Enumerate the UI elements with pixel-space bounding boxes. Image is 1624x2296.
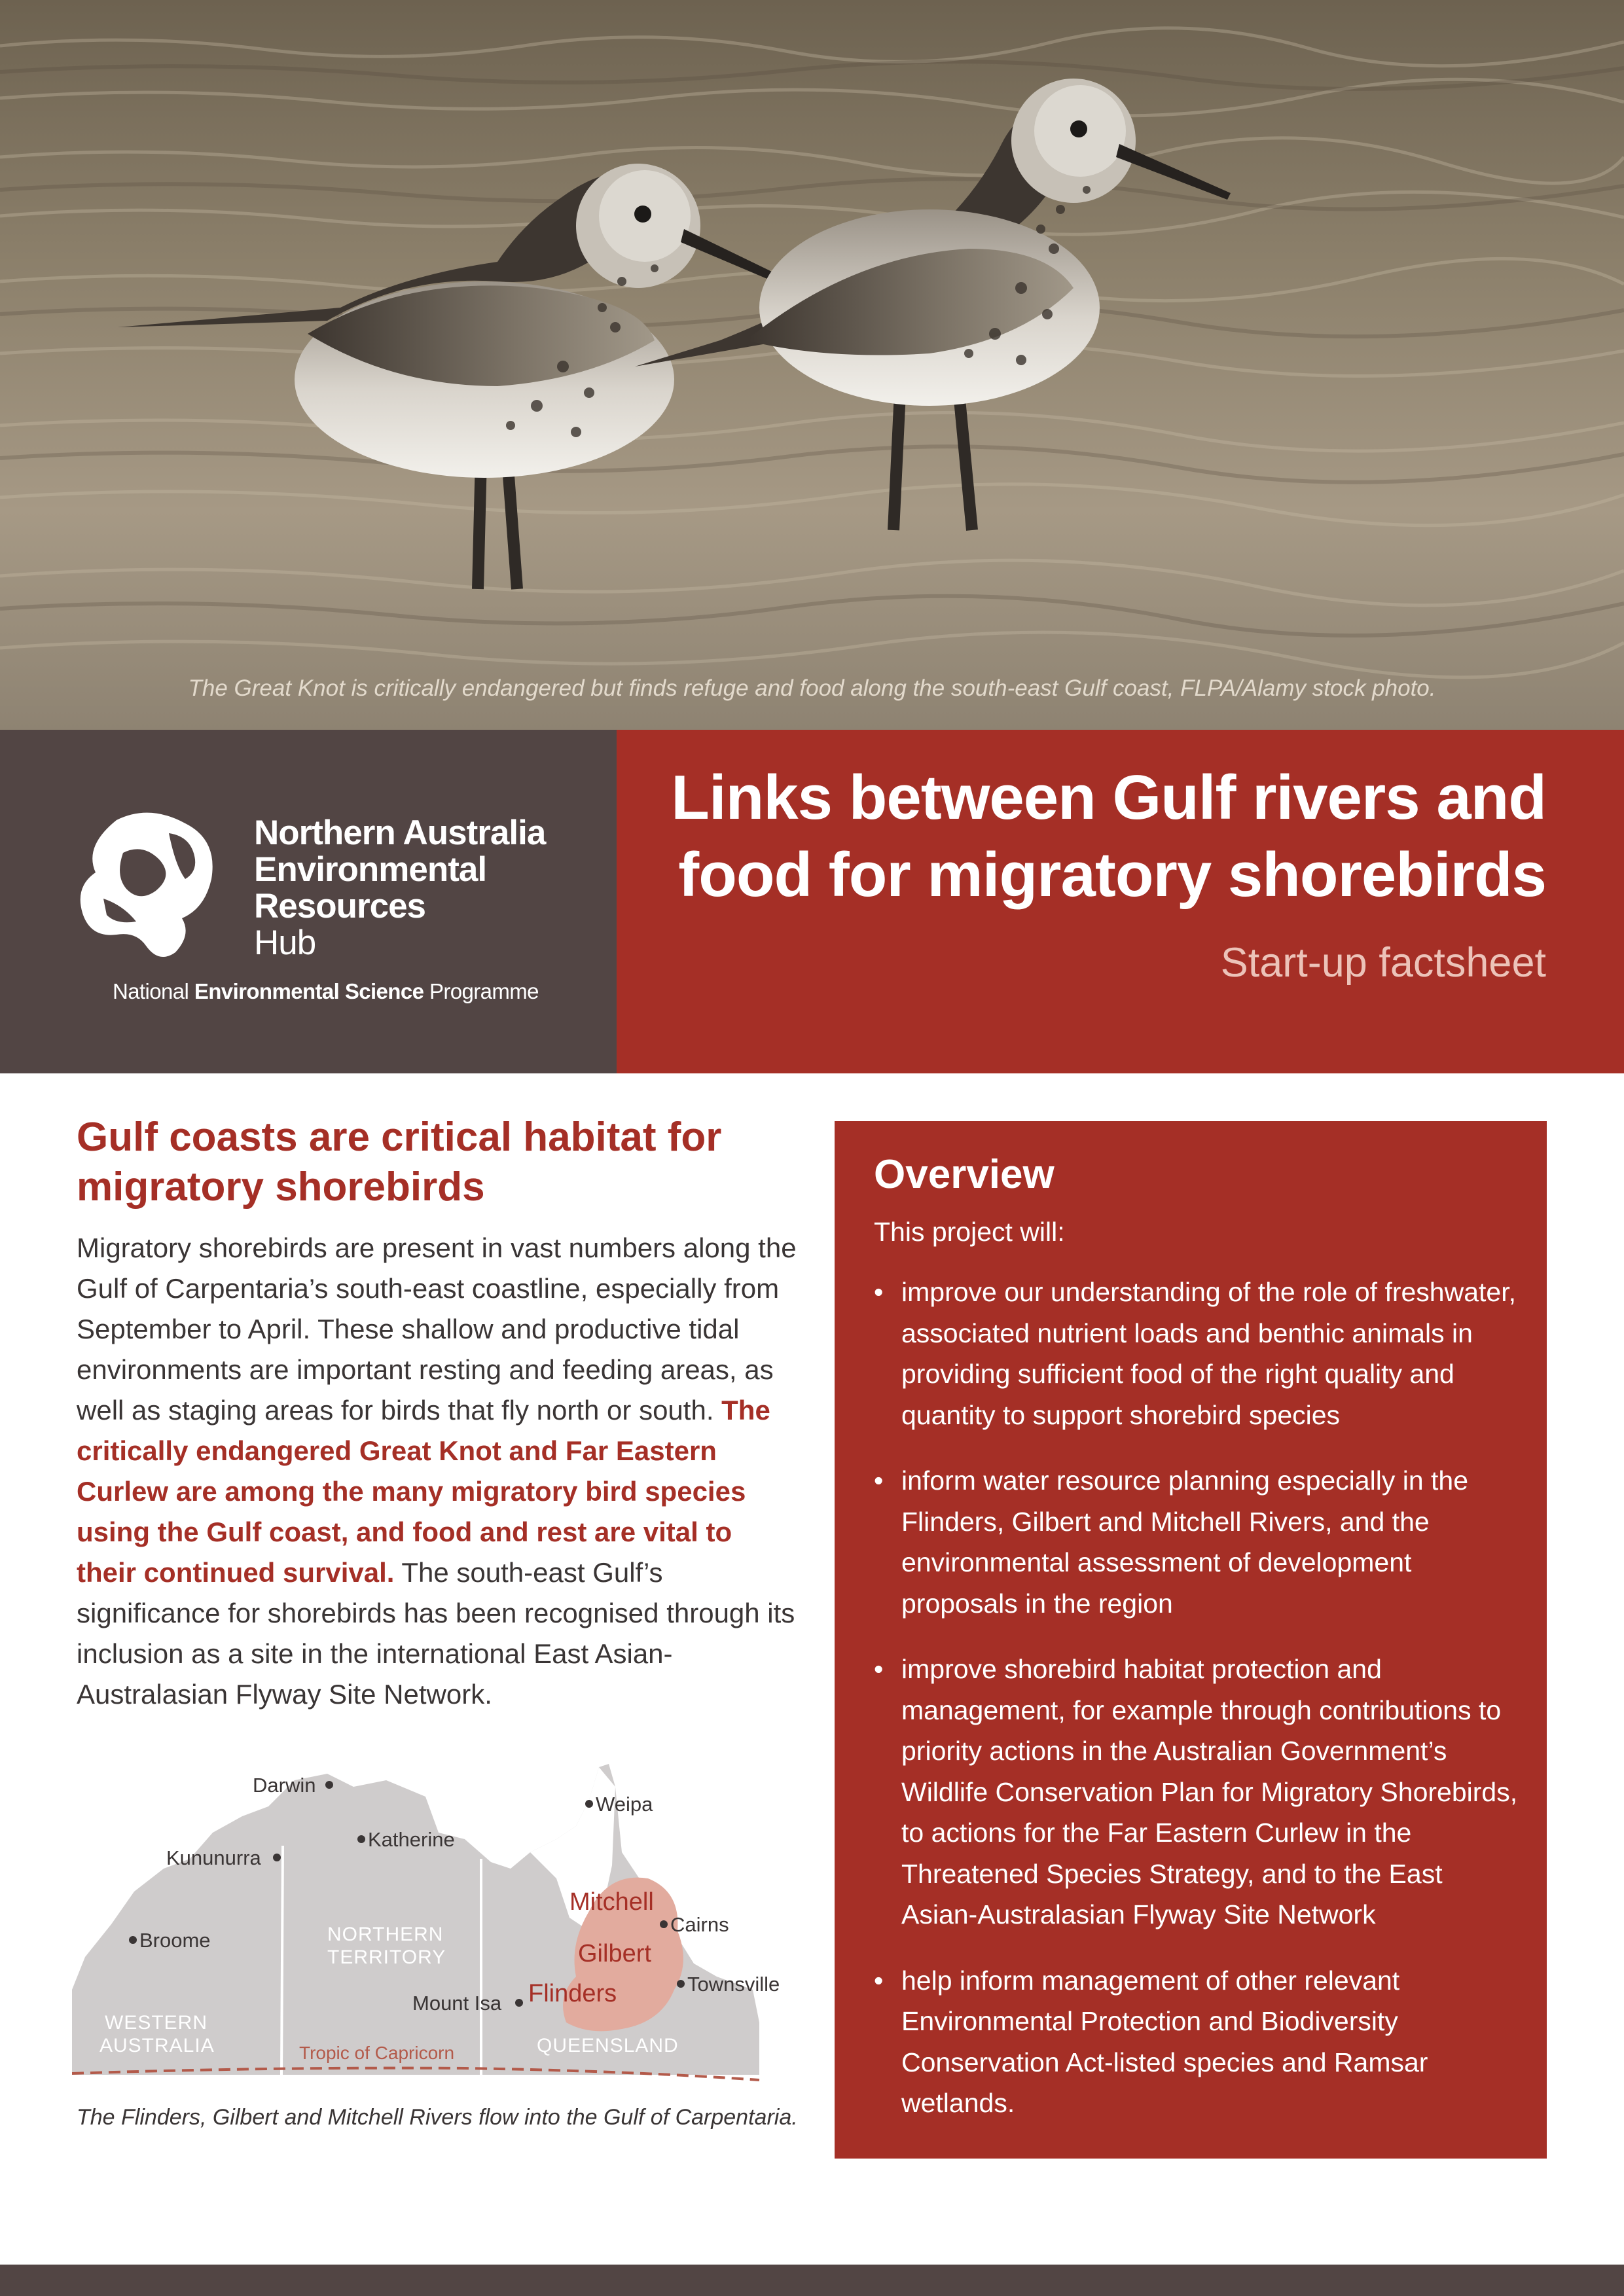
- map-label-broome: Broome: [139, 1929, 211, 1952]
- map-tropic-label: Tropic of Capricorn: [299, 2043, 455, 2063]
- map-region-nt-1: NORTHERN: [327, 1924, 444, 1945]
- map-dot-kununurra: [273, 1854, 281, 1861]
- footer-bar: [0, 2265, 1624, 2296]
- overview-item-text: inform water resource planning especially in the Flinders, Gilbert and Mitchell Rivers, and the environmental assessment of development proposals in the region: [901, 1465, 1469, 1619]
- map-dot-darwin: [325, 1781, 333, 1789]
- bullet-icon: •: [874, 1277, 884, 1307]
- page-subtitle: Start-up factsheet: [1220, 940, 1546, 986]
- hub-name: [254, 815, 545, 961]
- map-label-weipa: Weipa: [596, 1793, 653, 1816]
- overview-item: [874, 1460, 1522, 1624]
- overview-intro: This project will:: [874, 1217, 1065, 1247]
- overview-item: [874, 1649, 1522, 1935]
- page-title-line1: Links between Gulf rivers and: [671, 762, 1546, 833]
- hub-name-line4: Hub: [254, 924, 316, 962]
- section-heading: [77, 1113, 803, 1212]
- program-name-pre: National: [113, 979, 194, 1003]
- map-dot-cairns: [660, 1920, 668, 1928]
- section-heading-line1: Gulf coasts are critical habitat for: [77, 1115, 722, 1160]
- map-label-townsville: Townsville: [687, 1973, 780, 1996]
- hub-name-line2: Environmental: [254, 850, 487, 889]
- overview-item-text: improve shorebird habitat protection and management, for example through contributions to priority actions in the Australian Government’s Wildlife Conservation Plan for Migratory Shorebirds, to actions for the Far Eastern Curlew in the Threatened Species Strategy, and to the East Asian-Australasian Flyway Site Network: [901, 1654, 1518, 1929]
- map-region-qld: QUEENSLAND: [537, 2035, 679, 2056]
- hub-name-line1: Northern Australia: [254, 814, 546, 852]
- body-text-part2: The south-east Gulf’s significance for shorebirds has been recognised through its inclusion as a site in the international East Asian-Australasian Flyway Site Network.: [77, 1557, 795, 1710]
- map-caption: The Flinders, Gilbert and Mitchell Rivers flow into the Gulf of Carpentaria.: [77, 2105, 798, 2130]
- hub-name-line3: Resources: [254, 887, 426, 925]
- bullet-icon: •: [874, 1465, 884, 1496]
- program-name-post: Programme: [424, 979, 539, 1003]
- map-label-cairns: Cairns: [670, 1913, 729, 1936]
- overview-box: [835, 1121, 1547, 2159]
- overview-item: [874, 1272, 1522, 1435]
- bullet-icon: •: [874, 1965, 884, 1996]
- page-title: [617, 759, 1546, 914]
- map-label-darwin: Darwin: [253, 1774, 316, 1797]
- map-river-gilbert: Gilbert: [578, 1940, 651, 1967]
- map-dot-broome: [129, 1936, 137, 1944]
- map-dot-townsville: [677, 1980, 685, 1988]
- section-heading-line2: migratory shorebirds: [77, 1164, 485, 1210]
- overview-list: [874, 1272, 1522, 2149]
- body-text-part1: Migratory shorebirds are present in vast numbers along the Gulf of Carpentaria’s south-east coastline, especially from September to April. These shallow and productive tidal environments are important resting and feeding areas, as well as staging areas for birds that fly north or south.: [77, 1232, 797, 1426]
- overview-item-text: help inform management of other relevant Environmental Protection and Biodiversity Conservation Act-listed species and Ramsar wetlands.: [901, 1965, 1428, 2118]
- map-river-mitchell: Mitchell: [569, 1888, 654, 1916]
- map-label-katherine: Katherine: [368, 1828, 455, 1851]
- program-name: [113, 979, 539, 1004]
- hero-photo-caption: The Great Knot is critically endangered but finds refuge and food along the south-east Gulf coast, FLPA/Alamy stock photo.: [188, 675, 1436, 701]
- overview-item-text: improve our understanding of the role of freshwater, associated nutrient loads and benthic animals in providing sufficient food of the right quality and quantity to support shorebird species: [901, 1277, 1516, 1430]
- bullet-icon: •: [874, 1654, 884, 1684]
- map-dot-mount-isa: [515, 1999, 523, 2007]
- gulf-rivers-map: [72, 1761, 805, 2101]
- map-label-kununurra: Kununurra: [166, 1846, 261, 1869]
- map-region-nt-2: TERRITORY: [327, 1946, 446, 1968]
- program-name-bold: Environmental Science: [194, 979, 424, 1003]
- page-title-line2: food for migratory shorebirds: [678, 840, 1546, 910]
- hero-photo: [0, 0, 1624, 730]
- map-label-mount-isa: Mount Isa: [412, 1992, 502, 2015]
- map-region-wa-2: AUSTRALIA: [99, 2035, 215, 2056]
- overview-item: [874, 1960, 1522, 2124]
- map-river-flinders: Flinders: [528, 1980, 617, 2007]
- great-knot-photo: [0, 0, 1624, 730]
- map-dot-weipa: [585, 1800, 593, 1808]
- body-text-emphasis: The critically endangered Great Knot and Far Eastern Curlew are among the many migratory bird species using the Gulf coast, and food and rest are vital to their continued survival.: [77, 1395, 770, 1588]
- map-region-wa-1: WESTERN: [105, 2012, 208, 2034]
- nesp-hub-logo-icon: [77, 807, 234, 958]
- section-body: [77, 1228, 797, 1715]
- overview-title: Overview: [874, 1152, 1055, 1197]
- map-dot-katherine: [357, 1835, 365, 1843]
